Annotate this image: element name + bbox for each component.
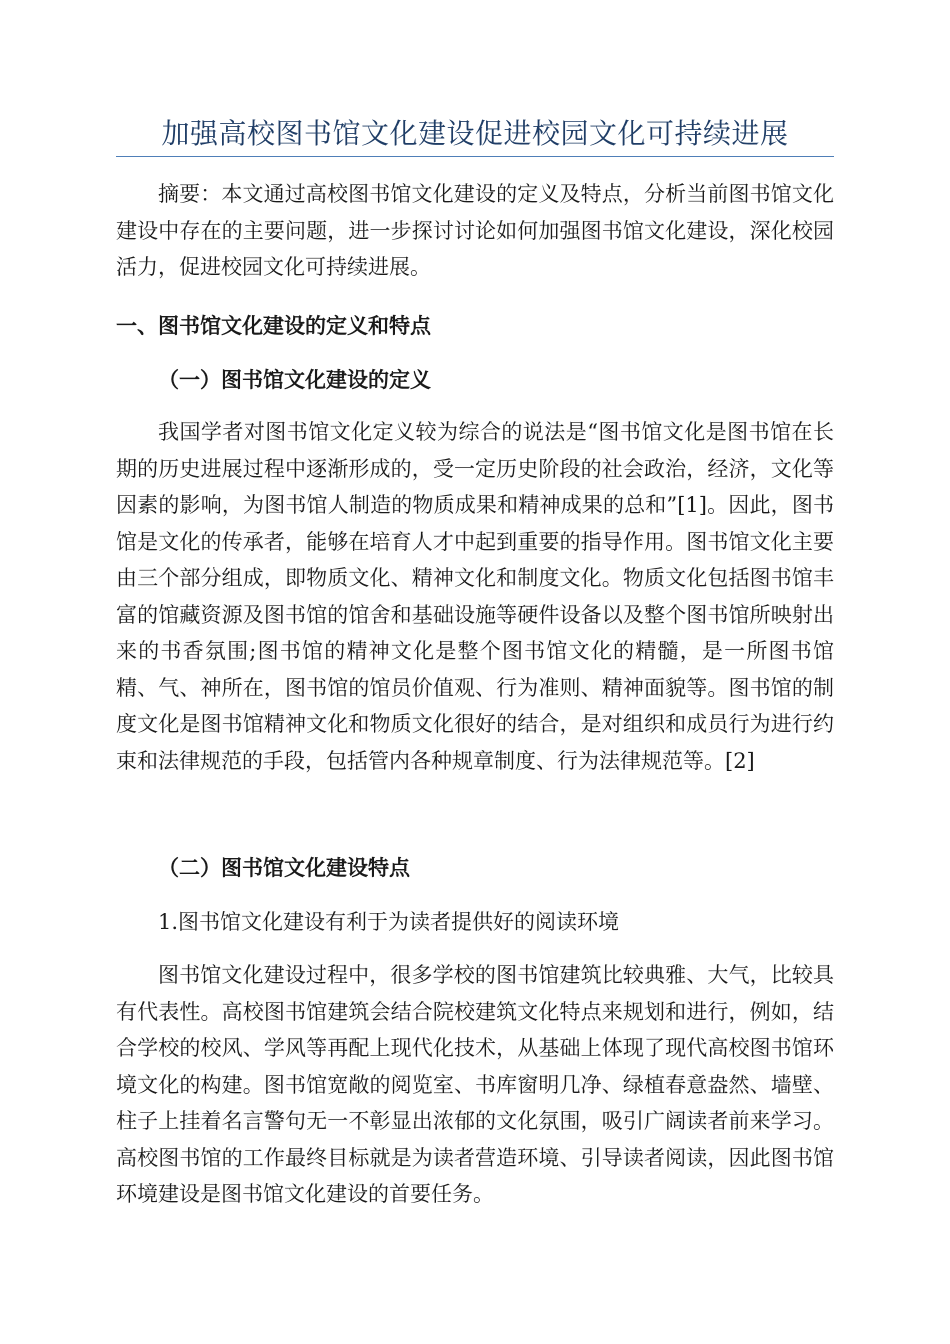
point-heading-1: 1.图书馆文化建设有利于为读者提供好的阅读环境 [158,910,620,934]
definition-paragraph: 我国学者对图书馆文化定义较为综合的说法是“图书馆文化是图书馆在长期的历史进展过程中逐渐形成的，受一定历史阶段的社会政治，经济，文化等因素的影响，为图书馆人制造的物质成果和精神成果的总和”[1]。因此，图书馆是文化的传承者，能够在培育人才中起到重要的指导作用。图书馆文化主要由三个部分组成，即物质文化、精神文化和制度文化。物质文化包括图书馆丰富的馆藏资源及图书馆的馆舍和基础设施等硬件设备以及整个图书馆所映射出来的书香氛围;图书馆的精神文化是整个图书馆文化的精髓，是一所图书馆精、气、神所在，图书馆的馆员价值观、行为准则、精神面貌等。图书馆的制度文化是图书馆精神文化和物质文化很好的结合，是对组织和成员行为进行约束和法律规范的手段，包括管内各种规章制度、行为法律规范等。[2] [116,420,834,773]
abstract-paragraph: 摘要：本文通过高校图书馆文化建设的定义及特点，分析当前图书馆文化建设中存在的主要问题，进一步探讨讨论如何加强图书馆文化建设，深化校园活力，促进校园文化可持续进展。 [116,182,834,279]
document-title: 加强高校图书馆文化建设促进校园文化可持续进展 [116,112,834,157]
subsection-heading-1: （一）图书馆文化建设的定义 [158,367,431,392]
reading-environment-paragraph: 图书馆文化建设过程中，很多学校的图书馆建筑比较典雅、大气，比较具有代表性。高校图书馆建筑会结合院校建筑文化特点来规划和进行，例如，结合学校的校风、学风等再配上现代化技术，从基础上体现了现代高校图书馆环境文化的构建。图书馆宽敞的阅览室、书库窗明几净、绿植春意盎然、墙壁、柱子上挂着名言警句无一不彰显出浓郁的文化氛围，吸引广阔读者前来学习。高校图书馆的工作最终目标就是为读者营造环境、引导读者阅读，因此图书馆环境建设是图书馆文化建设的首要任务。 [116,963,834,1206]
subsection-heading-2: （二）图书馆文化建设特点 [158,855,410,880]
section-heading-1: 一、图书馆文化建设的定义和特点 [116,314,431,338]
